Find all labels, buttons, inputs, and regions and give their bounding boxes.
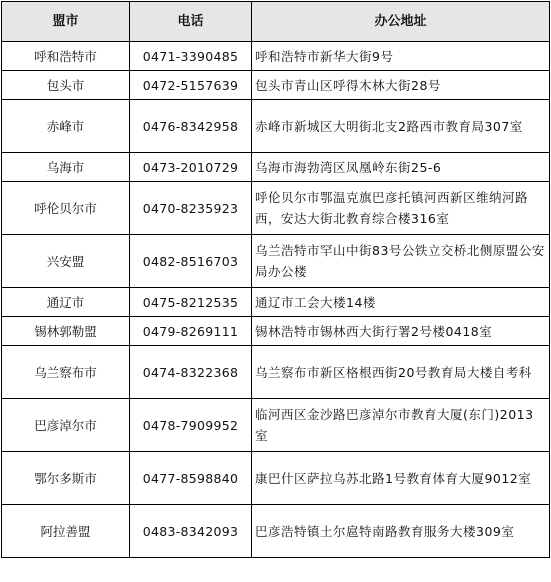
address-cell: 乌兰察布市新区格根西街20号教育局大楼自考科 — [252, 346, 550, 399]
address-cell: 康巴什区萨拉乌苏北路1号教育体育大厦9012室 — [252, 452, 550, 505]
city-cell: 巴彦淖尔市 — [2, 399, 130, 452]
table-row — [2, 71, 550, 100]
address-cell: 巴彦浩特镇土尔扈特南路教育服务大楼309室 — [252, 505, 550, 558]
table-row — [2, 505, 550, 558]
city-cell: 赤峰市 — [2, 100, 130, 153]
table-row — [2, 182, 550, 235]
address-cell: 乌兰浩特市罕山中街83号公铁立交桥北侧原盟公安局办公楼 — [252, 235, 550, 288]
table-row — [2, 317, 550, 346]
contact-table — [1, 1, 550, 558]
phone-cell: 0474-8322368 — [130, 346, 252, 399]
city-cell: 锡林郭勒盟 — [2, 317, 130, 346]
city-cell: 乌兰察布市 — [2, 346, 130, 399]
address-cell: 乌海市海勃湾区凤凰岭东街25-6 — [252, 153, 550, 182]
city-cell: 包头市 — [2, 71, 130, 100]
address-cell: 赤峰市新城区大明街北支2路西市教育局307室 — [252, 100, 550, 153]
table-row — [2, 100, 550, 153]
phone-cell: 0483-8342093 — [130, 505, 252, 558]
address-cell: 呼伦贝尔市鄂温克旗巴彦托镇河西新区维纳河路西，安达大街北教育综合楼316室 — [252, 182, 550, 235]
table-header-row — [2, 2, 550, 42]
table-row — [2, 399, 550, 452]
phone-cell: 0478-7909952 — [130, 399, 252, 452]
city-cell: 鄂尔多斯市 — [2, 452, 130, 505]
phone-cell: 0479-8269111 — [130, 317, 252, 346]
phone-cell: 0472-5157639 — [130, 71, 252, 100]
table-row — [2, 452, 550, 505]
city-cell: 阿拉善盟 — [2, 505, 130, 558]
header-city: 盟市 — [2, 2, 130, 42]
table-row — [2, 288, 550, 317]
header-address: 办公地址 — [252, 2, 550, 42]
address-cell: 包头市青山区呼得木林大街28号 — [252, 71, 550, 100]
address-cell: 临河西区金沙路巴彦淖尔市教育大厦(东门)2013室 — [252, 399, 550, 452]
city-cell: 呼伦贝尔市 — [2, 182, 130, 235]
city-cell: 乌海市 — [2, 153, 130, 182]
phone-cell: 0470-8235923 — [130, 182, 252, 235]
phone-cell: 0471-3390485 — [130, 42, 252, 71]
address-cell: 锡林浩特市锡林西大街行署2号楼0418室 — [252, 317, 550, 346]
table-row — [2, 42, 550, 71]
phone-cell: 0476-8342958 — [130, 100, 252, 153]
city-cell: 呼和浩特市 — [2, 42, 130, 71]
table-row — [2, 346, 550, 399]
header-phone: 电话 — [130, 2, 252, 42]
city-cell: 通辽市 — [2, 288, 130, 317]
phone-cell: 0477-8598840 — [130, 452, 252, 505]
phone-cell: 0475-8212535 — [130, 288, 252, 317]
phone-cell: 0473-2010729 — [130, 153, 252, 182]
table-row — [2, 235, 550, 288]
address-cell: 呼和浩特市新华大街9号 — [252, 42, 550, 71]
table-row — [2, 153, 550, 182]
city-cell: 兴安盟 — [2, 235, 130, 288]
phone-cell: 0482-8516703 — [130, 235, 252, 288]
address-cell: 通辽市工会大楼14楼 — [252, 288, 550, 317]
